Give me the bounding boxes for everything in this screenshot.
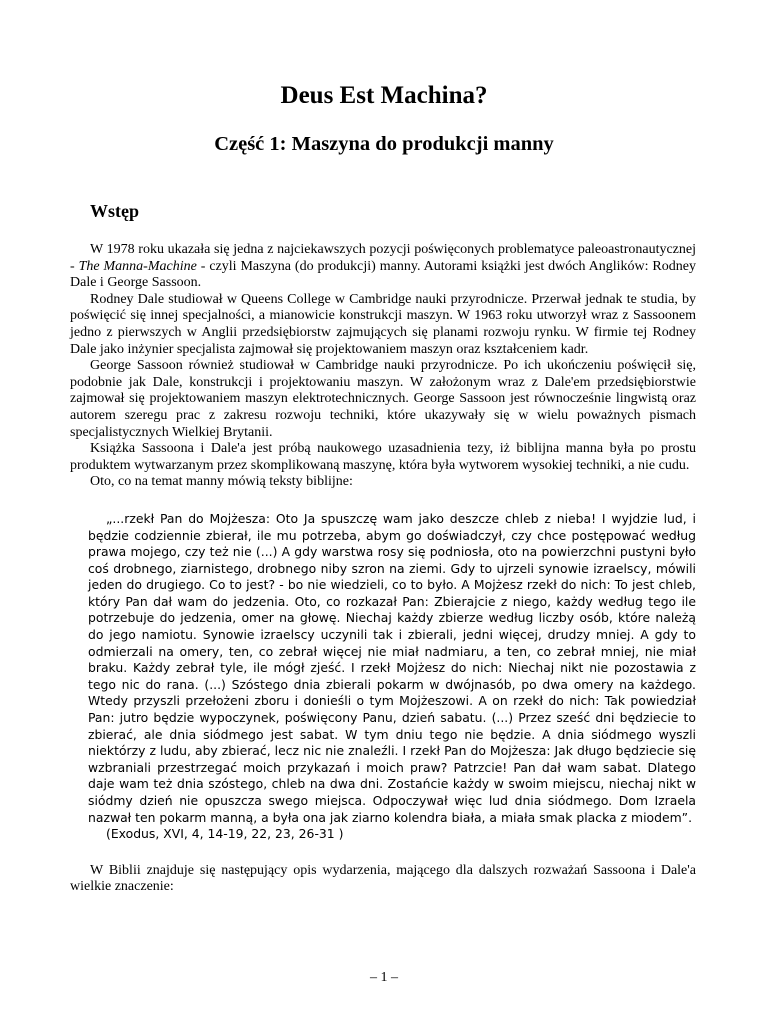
- paragraph-rodney-dale: Rodney Dale studiował w Queens College w Cambridge nauki przyrodnicze. Przerwał jednak te studia, by poświęcić się innej specjalności, a mianowicie konstrukcji maszyn. W 1963 roku utworzył wraz z Sassoonem jedno z pierwszych w Anglii przedsiębiorstw zajmujących się planami rozwoju rynku. W firmie tej Rodney Dale jako inżynier specjalista zajmował się projektowaniem maszyn oraz kształceniem kadr.: [70, 291, 696, 357]
- paragraph-george-sassoon: George Sassoon również studiował w Cambridge nauki przyrodnicze. Po ich ukończeniu poświęcił się, podobnie jak Dale, konstrukcji i projektowaniu maszyn. W założonym wraz z Dale'em przedsiębiorstwie zajmował się projektowaniem maszyn elektrotechnicznych. George Sassoon jest równocześnie lingwistą oraz autorem szeregu prac z zakresu rozwoju techniki, które ukazywały się w wielu poważnych pismach specjalistycznych Wielkiej Brytanii.: [70, 358, 696, 440]
- paragraph-closing: W Biblii znajduje się następujący opis wydarzenia, mającego dla dalszych rozważań Sassoona i Dale'a wielkie znaczenie:: [70, 862, 696, 895]
- section-heading: Wstęp: [90, 201, 139, 221]
- paragraph-intro: [70, 242, 696, 292]
- bible-quote-text: „...rzekł Pan do Mojżesza: Oto Ja spuszczę wam jako deszcze chleb z nieba! I wyjdzie lud, i będzie codziennie zbierał, ile mu potrzeba, abym go doświadczył, czy chce postępować według prawa mojego, czy też nie (...) A gdy warstwa rosy się podniosła, oto na powierzchni pustyni było coś drobnego, ziarnistego, drobnego niby szron na ziemi. Gdy to ujrzeli synowie izraelscy, mówili jeden do drugiego. Co to jest? - bo nie wiedzieli, co to było. A Mojżesz rzekł do nich: To jest chleb, który Pan dał wam do jedzenia. Oto, co rozkazał Pan: Zbierajcie z niego, każdy według tego ile potrzebuje do jedzenia, omer na głowę. Niechaj każdy zbierze według liczby osób, które należą do jego namiotu. Synowie izraelscy uczynili tak i zbierali, jedni więcej, drudzy mniej. A gdy to odmierzali na omery, ten, co zebrał więcej nie miał nadmiaru, a ten, co zebrał mniej, nie miał braku. Każdy zebrał tyle, ile mógł zjeść. I rzekł Mojżesz do nich: Niechaj nikt nie pozostawia z tego nic do rana. (...) Szóstego dnia zbierali pokarm w dwójnasób, po dwa omery na każdego. Wtedy przyszli przełożeni zboru i donieśli o tym Mojżeszowi. A on rzekł do nich: Tak powiedział Pan: jutro będzie wypoczynek, poświęcony Panu, dzień sabatu. (...) Przez sześć dni będziecie to zbierać, ale dnia siódmego jest sabat. W tym dniu tego nie będzie. A dnia siódmego wyszli niektórzy z ludu, aby zbierać, lecz nic nie znaleźli. I rzekł Pan do Mojżesza: Jak długo będziecie się wzbraniali przestrzegać moich przykazań i moich praw? Patrzcie! Pan dał wam sabat. Dlatego daje wam też dnia szóstego, chleb na dwa dni. Zostańcie każdy w swoim miejscu, niechaj nikt w siódmy dzień nie opuszcza swego miejsca. Odpoczywał więc lud dnia siódmego. Dom Izraela nazwał ten pokarm manną, a była ona jak ziarno kolendra biała, a miała smak placka z miodem”.: [88, 510, 696, 825]
- paragraph-intro-before: W 1978 roku ukazała się jedna z najciekawszych pozycji poświęconych problematyce paleoastronautycznej -: [70, 242, 696, 274]
- paragraph-thesis: Książka Sassoona i Dale'a jest próbą naukowego uzasadnienia tezy, iż biblijna manna była po prostu produktem wytwarzanym przez skomplikowaną maszynę, która była wytworem wysokiej techniki, a nie cudu.: [70, 441, 696, 473]
- body-text: [70, 242, 696, 896]
- bible-quote-reference: (Exodus, XVI, 4, 14-19, 22, 23, 26-31 ): [106, 826, 344, 842]
- page-number: – 1 –: [370, 970, 398, 985]
- book-title: The Manna-Machine: [78, 258, 197, 274]
- paragraph-biblical-texts: Oto, co na temat manny mówią teksty biblijne:: [90, 474, 353, 490]
- document-title: Deus Est Machina?: [280, 82, 488, 109]
- paragraph-intro-after: - czyli Maszyna (do produkcji) manny. Autorami książki jest dwóch Anglików: Rodney Dale i George Sassoon.: [70, 258, 696, 291]
- part-subtitle: Część 1: Maszyna do produkcji manny: [214, 133, 554, 155]
- bible-quote: [88, 511, 696, 843]
